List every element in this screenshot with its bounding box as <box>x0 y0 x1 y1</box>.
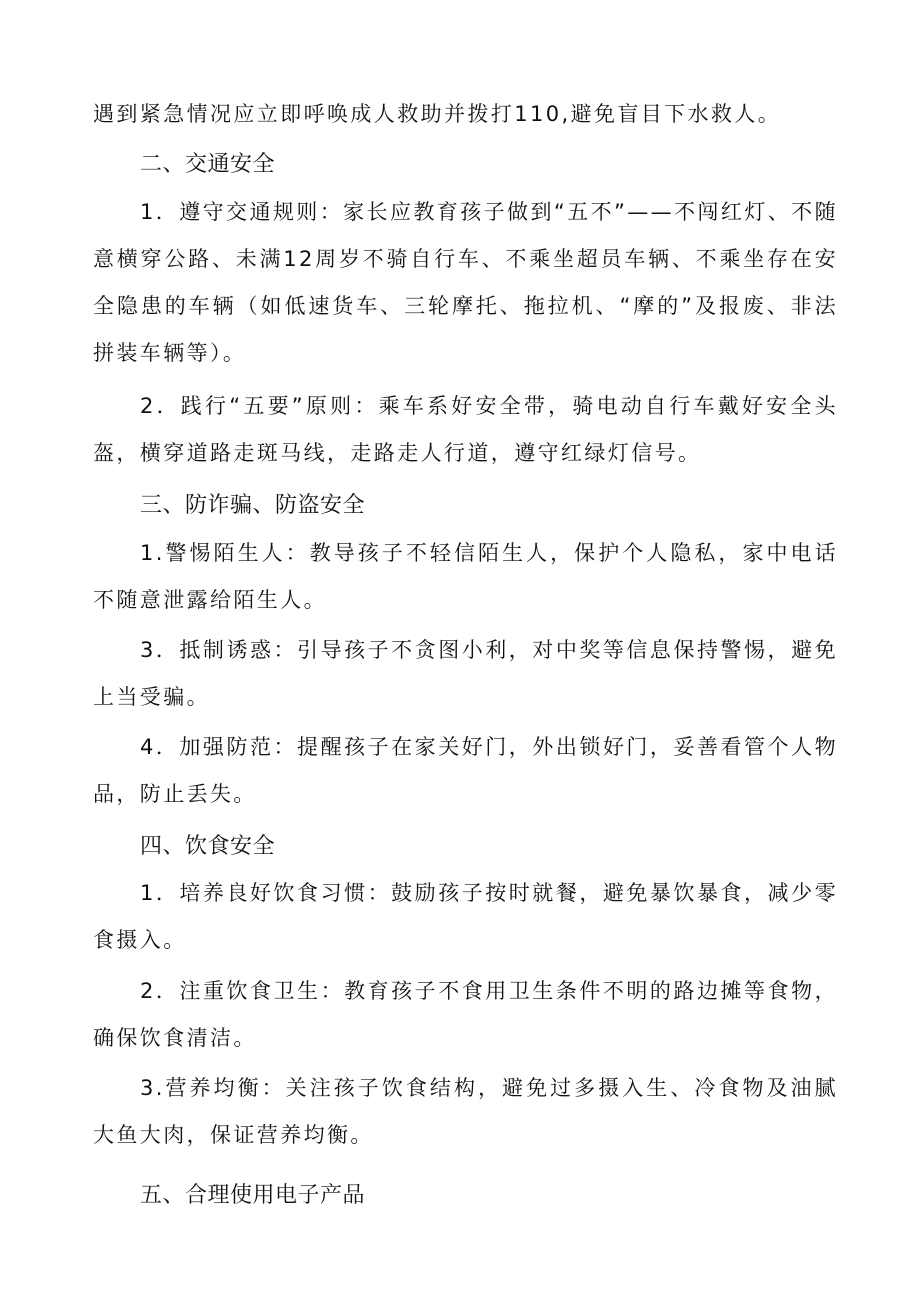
paragraph-eating-habits: 1．培养良好饮食习惯：鼓励孩子按时就餐，避免暴饮暴食，减少零食摄入。 <box>93 881 838 952</box>
section-heading-electronics: 五、合理使用电子产品 <box>140 1183 366 1208</box>
paragraph-food-hygiene: 2．注重饮食卫生：教育孩子不食用卫生条件不明的路边摊等食物，确保饮食清洁。 <box>93 979 838 1050</box>
paragraph-traffic-rules: 1．遵守交通规则：家长应教育孩子做到“五不”——不闯红灯、不随意横穿公路、未满12周岁不骑自行车、不乘坐超员车辆、不乘坐存在安全隐患的车辆（如低速货车、三轮摩托、拖拉机、“摩的”及报废、非法拼装车辆等）。 <box>93 200 838 365</box>
paragraph-resist-temptation: 3．抵制诱惑：引导孩子不贪图小利，对中奖等信息保持警惕，避免上当受骗。 <box>93 638 838 709</box>
paragraph-water-safety-end: 遇到紧急情况应立即呼唤成人救助并拨打110,避免盲目下水救人。 <box>93 102 782 126</box>
section-heading-food-safety: 四、饮食安全 <box>140 834 276 859</box>
paragraph-beware-strangers: 1.警惕陌生人：教导孩子不轻信陌生人，保护个人隐私，家中电话不随意泄露给陌生人。 <box>93 541 838 612</box>
paragraph-strengthen-prevention: 4．加强防范：提醒孩子在家关好门，外出锁好门，妥善看管个人物品，防止丢失。 <box>93 735 838 806</box>
paragraph-five-musts: 2．践行“五要”原则：乘车系好安全带，骑电动自行车戴好安全头盔，横穿道路走斑马线，走路走人行道，遵守红绿灯信号。 <box>93 394 838 465</box>
section-heading-anti-fraud: 三、防诈骗、防盗安全 <box>140 493 366 518</box>
paragraph-balanced-nutrition: 3.营养均衡：关注孩子饮食结构，避免过多摄入生、冷食物及油腻大鱼大肉，保证营养均衡。 <box>93 1076 838 1147</box>
section-heading-traffic-safety: 二、交通安全 <box>140 152 276 177</box>
